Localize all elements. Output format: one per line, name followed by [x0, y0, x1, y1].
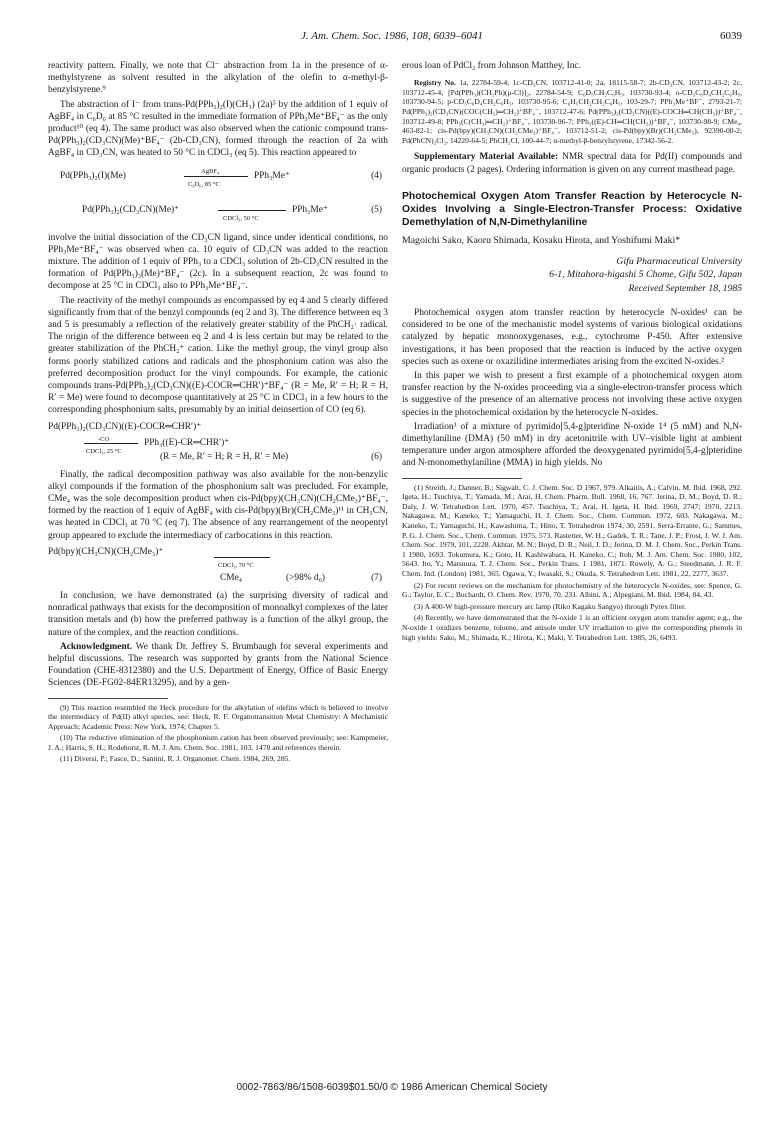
reaction-arrow [84, 443, 138, 444]
eq-rhs: CMe₄ [220, 572, 243, 583]
paragraph: Finally, the radical decomposition pathway was also available for the non-benzylic alkyl compounds if the formation of the phosphonium salt was precluded. For example, CMe₄ was the sole decomposition product when cis-Pd(bpy)(CH₃CN)(CH₂CMe₃)⁺BF₄⁻, formed by the reaction of 1 equiv of AgBF₄ with cis-Pd(bpy)(Br)(CH₂CMe₃)¹¹ in CH₃CN, was heated in CDCl₃ at 70 °C (eq 7). The absence of any rearrangement of the neopentyl group appeared to exclude the intermediacy of carbocations in this reaction. [48, 469, 388, 541]
eq-condition-note: (R = Me, R′ = H; R = H, R′ = Me) [160, 451, 289, 462]
footnote: (1) Streith, J.; Danner, B.; Sigwalt, C. J. Chem. Soc. D 1967, 979. Alkaitis, A.; Calvin, M. Ibid. 1968, 292. Igeta, H.; Tsuchiya, T.; Yamada, M.; Arai, H. Chem. Pharm. Bull. 1968, 16, 767. Jerina, D. M.; Boyd, D. R.; Daly, J. W. Tetrahedron Lett. 1970, 457. Tsuchiya, T.; Arai, H. Igeta, H. Ibid. 1969, 2747; 1970, 2213. Nakagawa, M.; Kaneko, T.; Yamaguchi, H. J. Chem. Soc., Chem. Commun. 1972, 603. Nakagawa, M.; Kaneko, T.; Yamaguchi, H.; Kawashima, T.; Hino, T. Tetrahedron 1974, 30, 2591. Serra-Errante, G.; Sammes, P. G. J. Chem. Soc., Chem. Commun. 1975, 573. Rastetter, W. H.; Gadek, T. R.; Tane, J. P.; Frost, J. W. J. Am. Chem. Soc. 1979, 101, 2228. Akhtar, M. N.; Boyd, D. R.; Neil, J. D.; Jerina, D. M. J. Chem. Soc., Perkin Trans. 1 1980, 1693. Tokumura, K.; Goto, H. Kashiwabara, H. Kaneko, C.; Itoh, M. J. Am. Chem. Soc. 1980, 102, 5643. Ito, Y.; Matsuura, T. J. Chem. Soc., Perkin Trans. 1 1981, 1871. Rowely, A. G.; Steedmann, J. R. F. Chem. Ind. (London) 1981, 365. Ogawa, Y.; Iwasaki, S.; Okuda, S. Tetrahedron Lett. 1981, 22, 2277, 3637. [402, 482, 742, 578]
eq-lhs: Pd(PPh₃)₂(CD₃CN)(Me)⁺ [82, 204, 180, 215]
eq-conditions: CDCl₃, 70 °C [218, 561, 254, 569]
article-title: Photochemical Oxygen Atom Transfer Reaction by Heterocycle N-Oxides Involving a Single-Electron-Transfer Process: Oxidative Demethylation of N,N-Dimethylaniline [402, 190, 742, 228]
acknowledgment [48, 641, 388, 690]
right-column [402, 60, 742, 644]
received-date: Received September 18, 1985 [628, 282, 742, 294]
footnote: (9) This reaction resembled the Heck procedure for the alkylation of olefins which is believed to involve the intermediacy of Pd(II) alkyl species, see: Heck, R. F. Organotransition Metal Chemistry: A Mechanistic Approach; Academic Press: New York, 1974; Chapter 5. [48, 702, 388, 731]
equation-4 [48, 164, 388, 194]
eq-reagent: -CO [98, 435, 110, 443]
affiliation-line-2: 6-1, Mitahora-higashi 5 Chome, Gifu 502, Japan [549, 268, 742, 280]
footnotes [402, 483, 742, 643]
registry-text: 1a, 22784-59-4; 1c-CD₃CN, 103712-41-0; 2a, 18115-58-7; 2b-CD₃CN, 103712-43-2; 2c, 103712-45-4; [Pd(PPh₃)(CH₂Ph)(μ-Cl)]₂, 22784-54-9; C₆D₅CH₂C₆H₅, 103730-93-4; o-CD₃C₆D₄CH₂C₆H₅, 103730-94-5; p-CD₃C₆D₄CH₂C₆H₅, 103730-95-6; C₆H₅CH₂CH₂C₆H₅, 103-29-7; PPh₃Me⁺BF⁻, 2793-21-7; Pd(PPh₃)₂(CD₃CN)(COC(CH₃)═CH₂)⁺BF₄⁻, 103712-47-6; Pd(PPh₃)₂(CD₃CN)((E)-COCH═CH(CH₃))⁺BF₄⁻, 103712-49-8; PPh₃(C(CH₃)═CH₂)⁺BF₄⁻, 103730-96-7; PPh₃((E)-CH═CH(CH₃))⁺BF₄⁻, 103730-98-9; CMe₄, 463-82-1; cis-Pd(bpy)(CH₃CN)(CH₂CMe₃)⁺BF₄⁻, 103712-51-2; cis-Pd(bpy)(Br)(CH₂CMe₃), 92390-00-2; Pd(PhCN)₂Cl₂, 14220-64-5; PhCH₂Cl, 100-44-7; α-methyl-β-benzylstyrene, 17342-56-2. [402, 78, 742, 145]
affiliation-line-1: Gifu Pharmaceutical University [616, 255, 742, 267]
eq-lhs: Pd(PPh₃)₂(CD₃CN)((E)-COCR═CHR′)⁺ [48, 421, 202, 432]
page-footer: 0002-7863/86/1508-6039$01.50/0 © 1986 American Chemical Society [236, 1082, 548, 1093]
eq-number: (4) [371, 170, 382, 181]
paragraph: reactivity pattern. Finally, we note that Cl⁻ abstraction from 1a in the presence of α-methylstyrene as solvent resulted in the alkylation of the olefin to α-methyl-β-benzylstyrene.⁹ [48, 61, 388, 96]
paragraph: The reactivity of the methyl compounds as encompassed by eq 4 and 5 clearly differed significantly from that of the benzyl compounds (eq 2 and 3). The difference between eq 3 and 5 is presumably a reflection of the relatively greater stability of the PhCH₂· radical. The origin of the difference between eq 2 and 4 is less certain but may be related to the greater stabilization of the PhCH₂⁺ cation. Like the methyl group, the vinyl group also forms poorly stabilized cations and radicals and the phosphonium cation was also the preferred decomposition product for the vinyl compounds. For example, the cationic compounds trans-Pd(PPh₃)₂(CD₃CN)((E)-COCR═CHR′)⁺BF₄⁻ (R = Me, R′ = H; R = H, R′ = Me) were found to decompose quantitatively at 25 °C in CDCl₃ in a few hours to the corresponding phosphonium salts, presumably by an initial deinsertion of CO (eq 6). [48, 295, 388, 416]
eq-conditions: CDCl₃, 25 °C [86, 447, 122, 455]
eq-lhs: Pd(PPh₃)₂(I)(Me) [60, 170, 126, 181]
equation-6 [48, 421, 388, 465]
eq-number: (7) [371, 572, 382, 583]
paragraph: The abstraction of I⁻ from trans-Pd(PPh₃)₂(I)(CH₃) (2a)⁵ by the addition of 1 equiv of AgBF₄ in C₆D₆ at 85 °C resulted in the immediate formation of PPh₃Me⁺BF₄⁻ as the only product¹⁰ (eq 4). The same product was also observed when the cationic compound trans-Pd(PPh₃)₂(CD₃CN)(Me)⁺BF₄⁻ (2b-CD₃CN), formed through the reaction of 2a with AgBF₄ in CD₃CN, was heated to 50 °C in CDCl₃ (eq 5). This reaction appeared to [48, 99, 388, 159]
supplementary-material [402, 151, 742, 175]
article-authors: Magoichi Sako, Kaoru Shimada, Kosaku Hirota, and Yoshifumi Maki* [402, 234, 681, 246]
eq-conditions: C₆D₆, 85 °C [188, 180, 220, 188]
eq-condition-note: (>98% d₀) [286, 572, 326, 583]
left-column [48, 60, 388, 766]
eq-conditions: CDCl₃, 50 °C [223, 214, 259, 222]
footnote-divider [48, 698, 168, 699]
footnote-divider [402, 478, 522, 479]
equation-5 [48, 198, 388, 228]
footnote: (3) A 400-W high-pressure mercury arc lamp (Riko Kagaku Sangyo) through Pyrex filter. [414, 601, 687, 611]
eq-lhs: Pd(bpy)(CH₃CN)(CH₂CMe₃)⁺ [48, 546, 164, 557]
journal-citation: J. Am. Chem. Soc. 1986, 108, 6039–6041 [301, 30, 483, 42]
equation-7 [48, 546, 388, 586]
acknowledgment-text: We thank Dr. Jeffrey S. Brumbaugh for several experiments and helpful discussions. The research was supported by grants from the National Science Foundation (CHE-8312380) and the U.S. Department of Energy, Office of Basic Energy Sciences (DE-FG02-84ER13295), and by a gen- [48, 641, 388, 689]
reaction-arrow [184, 176, 248, 177]
eq-rhs: PPh₃((E)-CR═CHR′)⁺ [144, 437, 230, 448]
footnote: (10) The reductive elimination of the phosphonium cation has been observed previously; see: Kampmeier, J. A.; Harris, S. H.; Rodehorst, R. M. J. Am. Chem. Soc. 1981, 103, 1478 and references therein. [48, 733, 388, 752]
paragraph: involve the initial dissociation of the CD₃CN ligand, since under identical conditions, no PPh₃Me⁺BF₄⁻ was observed when ca. 10 equiv of CD₃CN was added to the reaction mixture. The addition of 1 equiv of PPh₃ to a CDCl₃ solution of 2b-CD₃CN resulted in the formation of Pd(PPh₃)₃(Me)⁺BF₄⁻ (2c). In a subsequent reaction, 2c was found to decompose at 25 °C in CDCl₃ also to PPh₃Me⁺BF₄⁻. [48, 232, 388, 292]
eq-reagent: AgBF₄ [201, 167, 220, 175]
registry-label: Registry No. [414, 78, 456, 88]
page-header [0, 30, 784, 50]
footnote: (11) Diversi, P.; Fasce, D.; Santini, R. J. Organomet. Chem. 1984, 269, 285. [60, 754, 291, 764]
paragraph: In conclusion, we have demonstrated (a) the surprising diversity of radical and nonradical pathways that exists for the decomposition of monoalkyl complexes of the later transition metals and (b) how the preferred pathway is a function of the alkyl group, the nature of the complex, and the reaction conditions. [48, 590, 389, 638]
reaction-arrow [218, 210, 286, 211]
page-number: 6039 [720, 30, 742, 42]
acknowledgment-label: Acknowledgment. [60, 641, 133, 652]
supplementary-text: NMR spectral data for Pd(II) compounds and organic products (2 pages). Ordering information is given on any current masthead page. [402, 152, 742, 175]
supplementary-label: Supplementary Material Available: [414, 152, 559, 163]
eq-number: (6) [371, 451, 382, 462]
paragraph: Irradiation³ of a mixture of pyrimido[5,4-g]pteridine N-oxide 1⁴ (5 mM) and N,N-dimethylaniline (DMA) (50 mM) in dry acetonitrile with UV–visible light at ambient temperature under argon atmosphere afforded the deoxygenated pyrimido[5,4-g]pteridine and N-monomethylaniline (MMA) in high yields. No [402, 421, 742, 469]
paragraph: In this paper we wish to present a first example of a photochemical oxygen atom transfer reaction by the N-oxides proceeding via a single-electron-transfer process which is suggestive of the presence of an alternative process not involving these active oxygen species in the photochemical oxidation by the heterocycle N-oxides. [402, 370, 742, 418]
paragraph: erous loan of PdCl₂ from Johnson Matthey, Inc. [402, 61, 581, 71]
reaction-arrow [214, 557, 270, 558]
paragraph: Photochemical oxygen atom transfer reaction by heterocycle N-oxides¹ can be considered to be one of the mechanistic model systems of various biological oxidations catalyzed by hepatic monooxygenases, e.g., cytochrome P-450. After extensive investigations, it has been proposed that the reaction is induced by the active oxygen species such as oxene or oxazilidine intermediates arising from the excited N-oxides.² [402, 307, 742, 367]
footnotes [48, 703, 388, 765]
footnote: (4) Recently, we have demonstrated that the N-oxide 1 is an efficient oxygen atom transfer agent; e.g., the N-oxide 1 oxidizes benzene, toluene, and anisole under UV irradiation to give the corresponding phenols in high yields: Sako, M.; Shimada, K.; Hirota, K.; Maki, Y. Tetrahedron Lett. 1985, 26, 6493. [402, 613, 742, 642]
footnote: (2) For recent reviews on the mechanism for photochemistry of the heterocycle N-oxides, see: Spence, G. G.; Taylor, E. C.; Buchardt, O. Chem. Rev. 1970, 70, 231. Albini, A.; Alpegiani, M. Ibid. 1984, 84, 43. [402, 580, 742, 600]
eq-rhs: PPh₃Me⁺ [292, 204, 328, 215]
eq-number: (5) [371, 204, 382, 215]
eq-rhs: PPh₃Me⁺ [254, 170, 290, 181]
registry-numbers [402, 78, 742, 145]
